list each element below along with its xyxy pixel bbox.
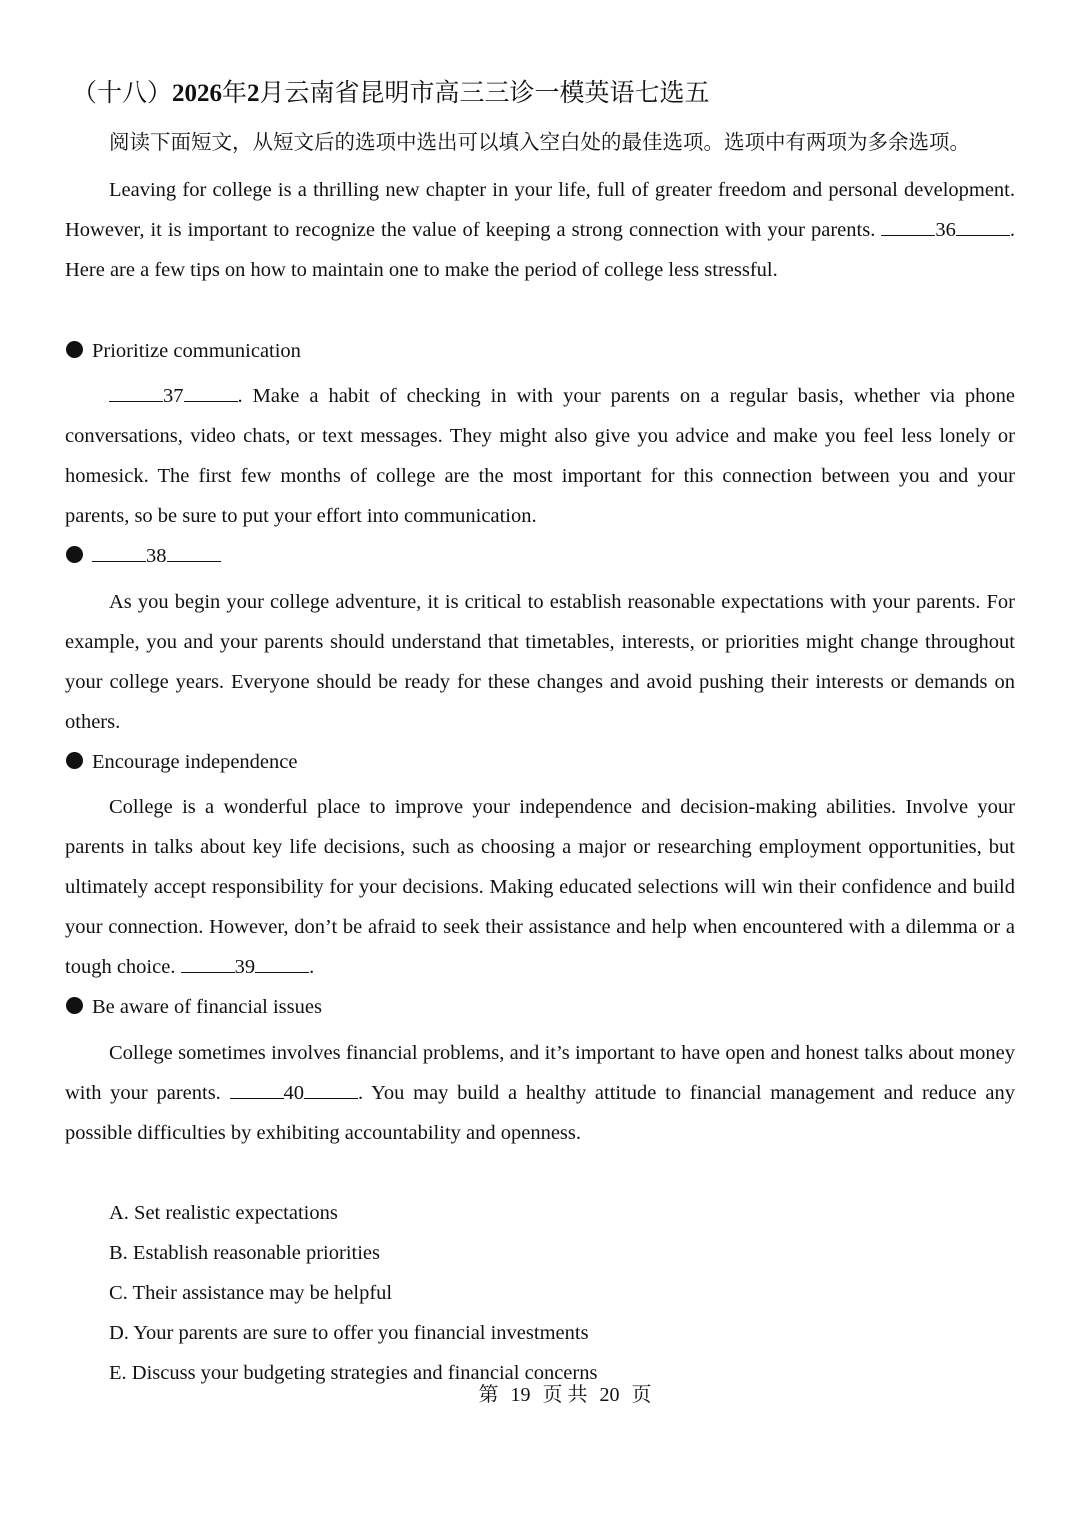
heading-text: Be aware of financial issues xyxy=(92,996,322,1018)
paragraph-communication-text: . Make a habit of checking in with your parents on a regular basis, whether via phone conversations, video chats, or text messages. They might also give you advice and make you feel less lonely or homesick. The first few months of college are the most important for this connection between you and your parents, so be sure to put your effort into communication. xyxy=(65,385,1015,527)
option-e: E. Discuss your budgeting strategies and financial concerns xyxy=(109,1362,598,1384)
blank-40-number: 40 xyxy=(283,1082,305,1104)
heading-prioritize-communication xyxy=(66,336,301,366)
title-year-unit: 年 xyxy=(222,80,248,107)
paragraph-intro-text: Leaving for college is a thrilling new chapter in your life, full of greater freedom and personal development. However, it is important to recognize the value of keeping a strong connection with your parents. xyxy=(65,179,1015,241)
paragraph-independence-text: College is a wonderful place to improve your independence and decision-making abilities. Involve your parents in talks about key life decisions, such as choosing a major or researching employment opportunities, but ultimately accept responsibility for your decisions. Making educated selections will win their confidence and build your connection. However, don’t be afraid to seek their assistance and help when encountered with a dilemma or a tough choice. xyxy=(65,796,1015,978)
page-footer xyxy=(0,1380,1080,1410)
instructions: 阅读下面短文，从短文后的选项中选出可以填入空白处的最佳选项。选项中有两项为多余选项。 xyxy=(109,132,970,154)
option-c: C. Their assistance may be helpful xyxy=(109,1282,393,1304)
paragraph-independence-end: . xyxy=(309,956,315,978)
paragraph-intro-text-2: . Here are a few tips on how to maintain one to make the period of college less stressful. xyxy=(65,219,1015,281)
bullet-icon xyxy=(66,341,83,358)
paragraph-independence xyxy=(65,787,1015,987)
blank-38 xyxy=(92,545,221,567)
blank-39 xyxy=(181,956,310,978)
paragraph-financial-text-2: . You may build a healthy attitude to financial management and reduce any possible difficulties by exhibiting accountability and openness. xyxy=(65,1082,1015,1144)
blank-37 xyxy=(109,385,238,407)
heading-encourage-independence xyxy=(66,747,297,777)
footer-page-number: 19 xyxy=(510,1384,531,1406)
title-month: 2 xyxy=(247,80,260,107)
footer-total-pages: 20 xyxy=(599,1384,620,1406)
paragraph-expectations-text: As you begin your college adventure, it is critical to establish reasonable expectations with your parents. For example, you and your parents should understand that timetables, interests, or priorities might change throughout your college years. Everyone should be ready for these changes and avoid pushing their interests or demands on others. xyxy=(65,591,1015,733)
blank-36-number: 36 xyxy=(935,219,956,241)
bullet-icon xyxy=(66,546,83,563)
paragraph-expectations xyxy=(65,582,1015,742)
paragraph-intro xyxy=(65,170,1015,290)
heading-financial-issues xyxy=(66,992,322,1022)
blank-38-number: 38 xyxy=(146,545,167,567)
blank-37-number: 37 xyxy=(163,385,184,407)
paragraph-financial-text: College sometimes involves financial problems, and it’s important to have open and honest talks about money with your parents. xyxy=(65,1042,1015,1104)
blank-36 xyxy=(881,219,1010,241)
heading-text: Encourage independence xyxy=(92,751,298,773)
heading-blank-38 xyxy=(66,541,221,571)
option-a: A. Set realistic expectations xyxy=(109,1202,338,1224)
bullet-icon xyxy=(66,997,83,1014)
blank-39-number: 39 xyxy=(234,956,256,978)
option-b: B. Establish reasonable priorities xyxy=(109,1242,380,1264)
paragraph-financial xyxy=(65,1033,1015,1153)
footer-post: 页 xyxy=(631,1384,652,1406)
title-prefix: （十八） xyxy=(72,80,173,107)
title-rest: 月云南省昆明市高三三诊一模英语七选五 xyxy=(259,80,710,107)
option-d: D. Your parents are sure to offer you financial investments xyxy=(109,1322,589,1344)
page-title xyxy=(72,76,710,112)
blank-40 xyxy=(230,1082,359,1104)
paragraph-communication xyxy=(65,376,1015,536)
footer-mid: 页 共 xyxy=(542,1384,588,1406)
heading-text: Prioritize communication xyxy=(92,340,301,362)
title-year: 2026 xyxy=(172,80,223,107)
bullet-icon xyxy=(66,752,83,769)
footer-pre: 第 xyxy=(478,1384,499,1406)
